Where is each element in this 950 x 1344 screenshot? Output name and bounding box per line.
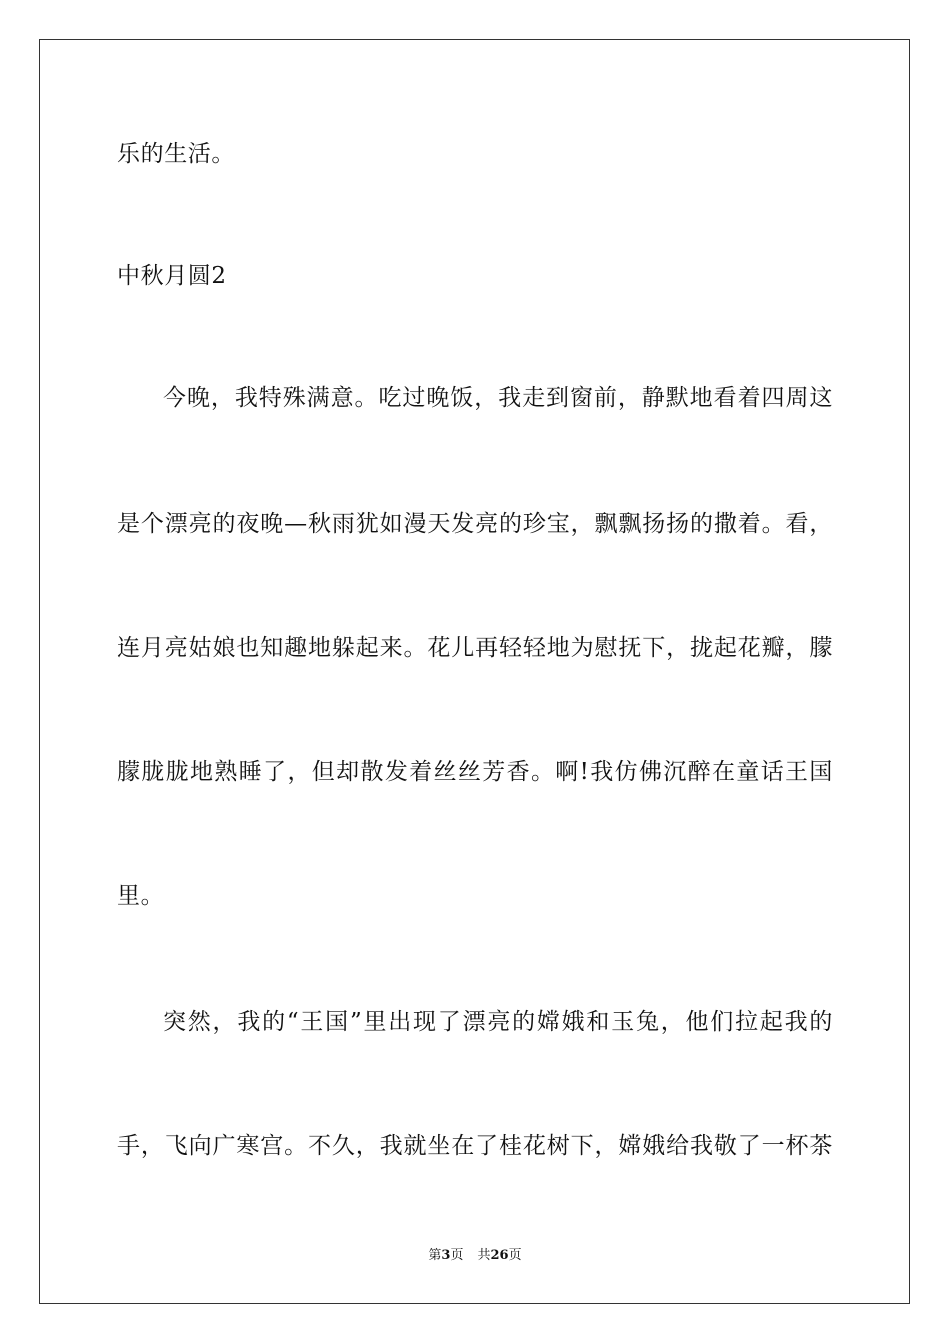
paragraph-1-line-3: 连月亮姑娘也知趣地躲起来。花儿再轻轻地为慰抚下，拢起花瓣，朦: [117, 635, 833, 661]
page-footer: [0, 1247, 950, 1265]
paragraph-1-line-4: 朦胧胧地熟睡了，但却散发着丝丝芳香。啊!我仿佛沉醉在童话王国: [117, 759, 833, 785]
page-number: 3: [441, 1248, 451, 1263]
page-border: [39, 39, 910, 1304]
paragraph-1-line-2: 是个漂亮的夜晚—秋雨犹如漫天发亮的珍宝，飘飘扬扬的撒着。看，: [117, 511, 833, 537]
paragraph-2-line-2: 手，飞向广寒宫。不久，我就坐在了桂花树下，嫦娥给我敬了一杯茶: [117, 1133, 833, 1159]
total-suffix: 页: [508, 1248, 522, 1263]
total-prefix: 共: [477, 1248, 491, 1263]
paragraph-2-line-1: 突然，我的“王国”里出现了漂亮的嫦娥和玉兔，他们拉起我的: [163, 1009, 833, 1035]
section-heading: 中秋月圆2: [117, 263, 227, 289]
page-suffix: 页: [450, 1248, 464, 1263]
text-line-1: 乐的生活。: [117, 141, 235, 167]
paragraph-1-line-5: 里。: [117, 883, 165, 909]
page-prefix: 第: [428, 1248, 442, 1263]
paragraph-1-line-1: 今晚，我特殊满意。吃过晚饭，我走到窗前，静默地看着四周这: [163, 385, 833, 411]
total-pages: 26: [490, 1248, 509, 1263]
